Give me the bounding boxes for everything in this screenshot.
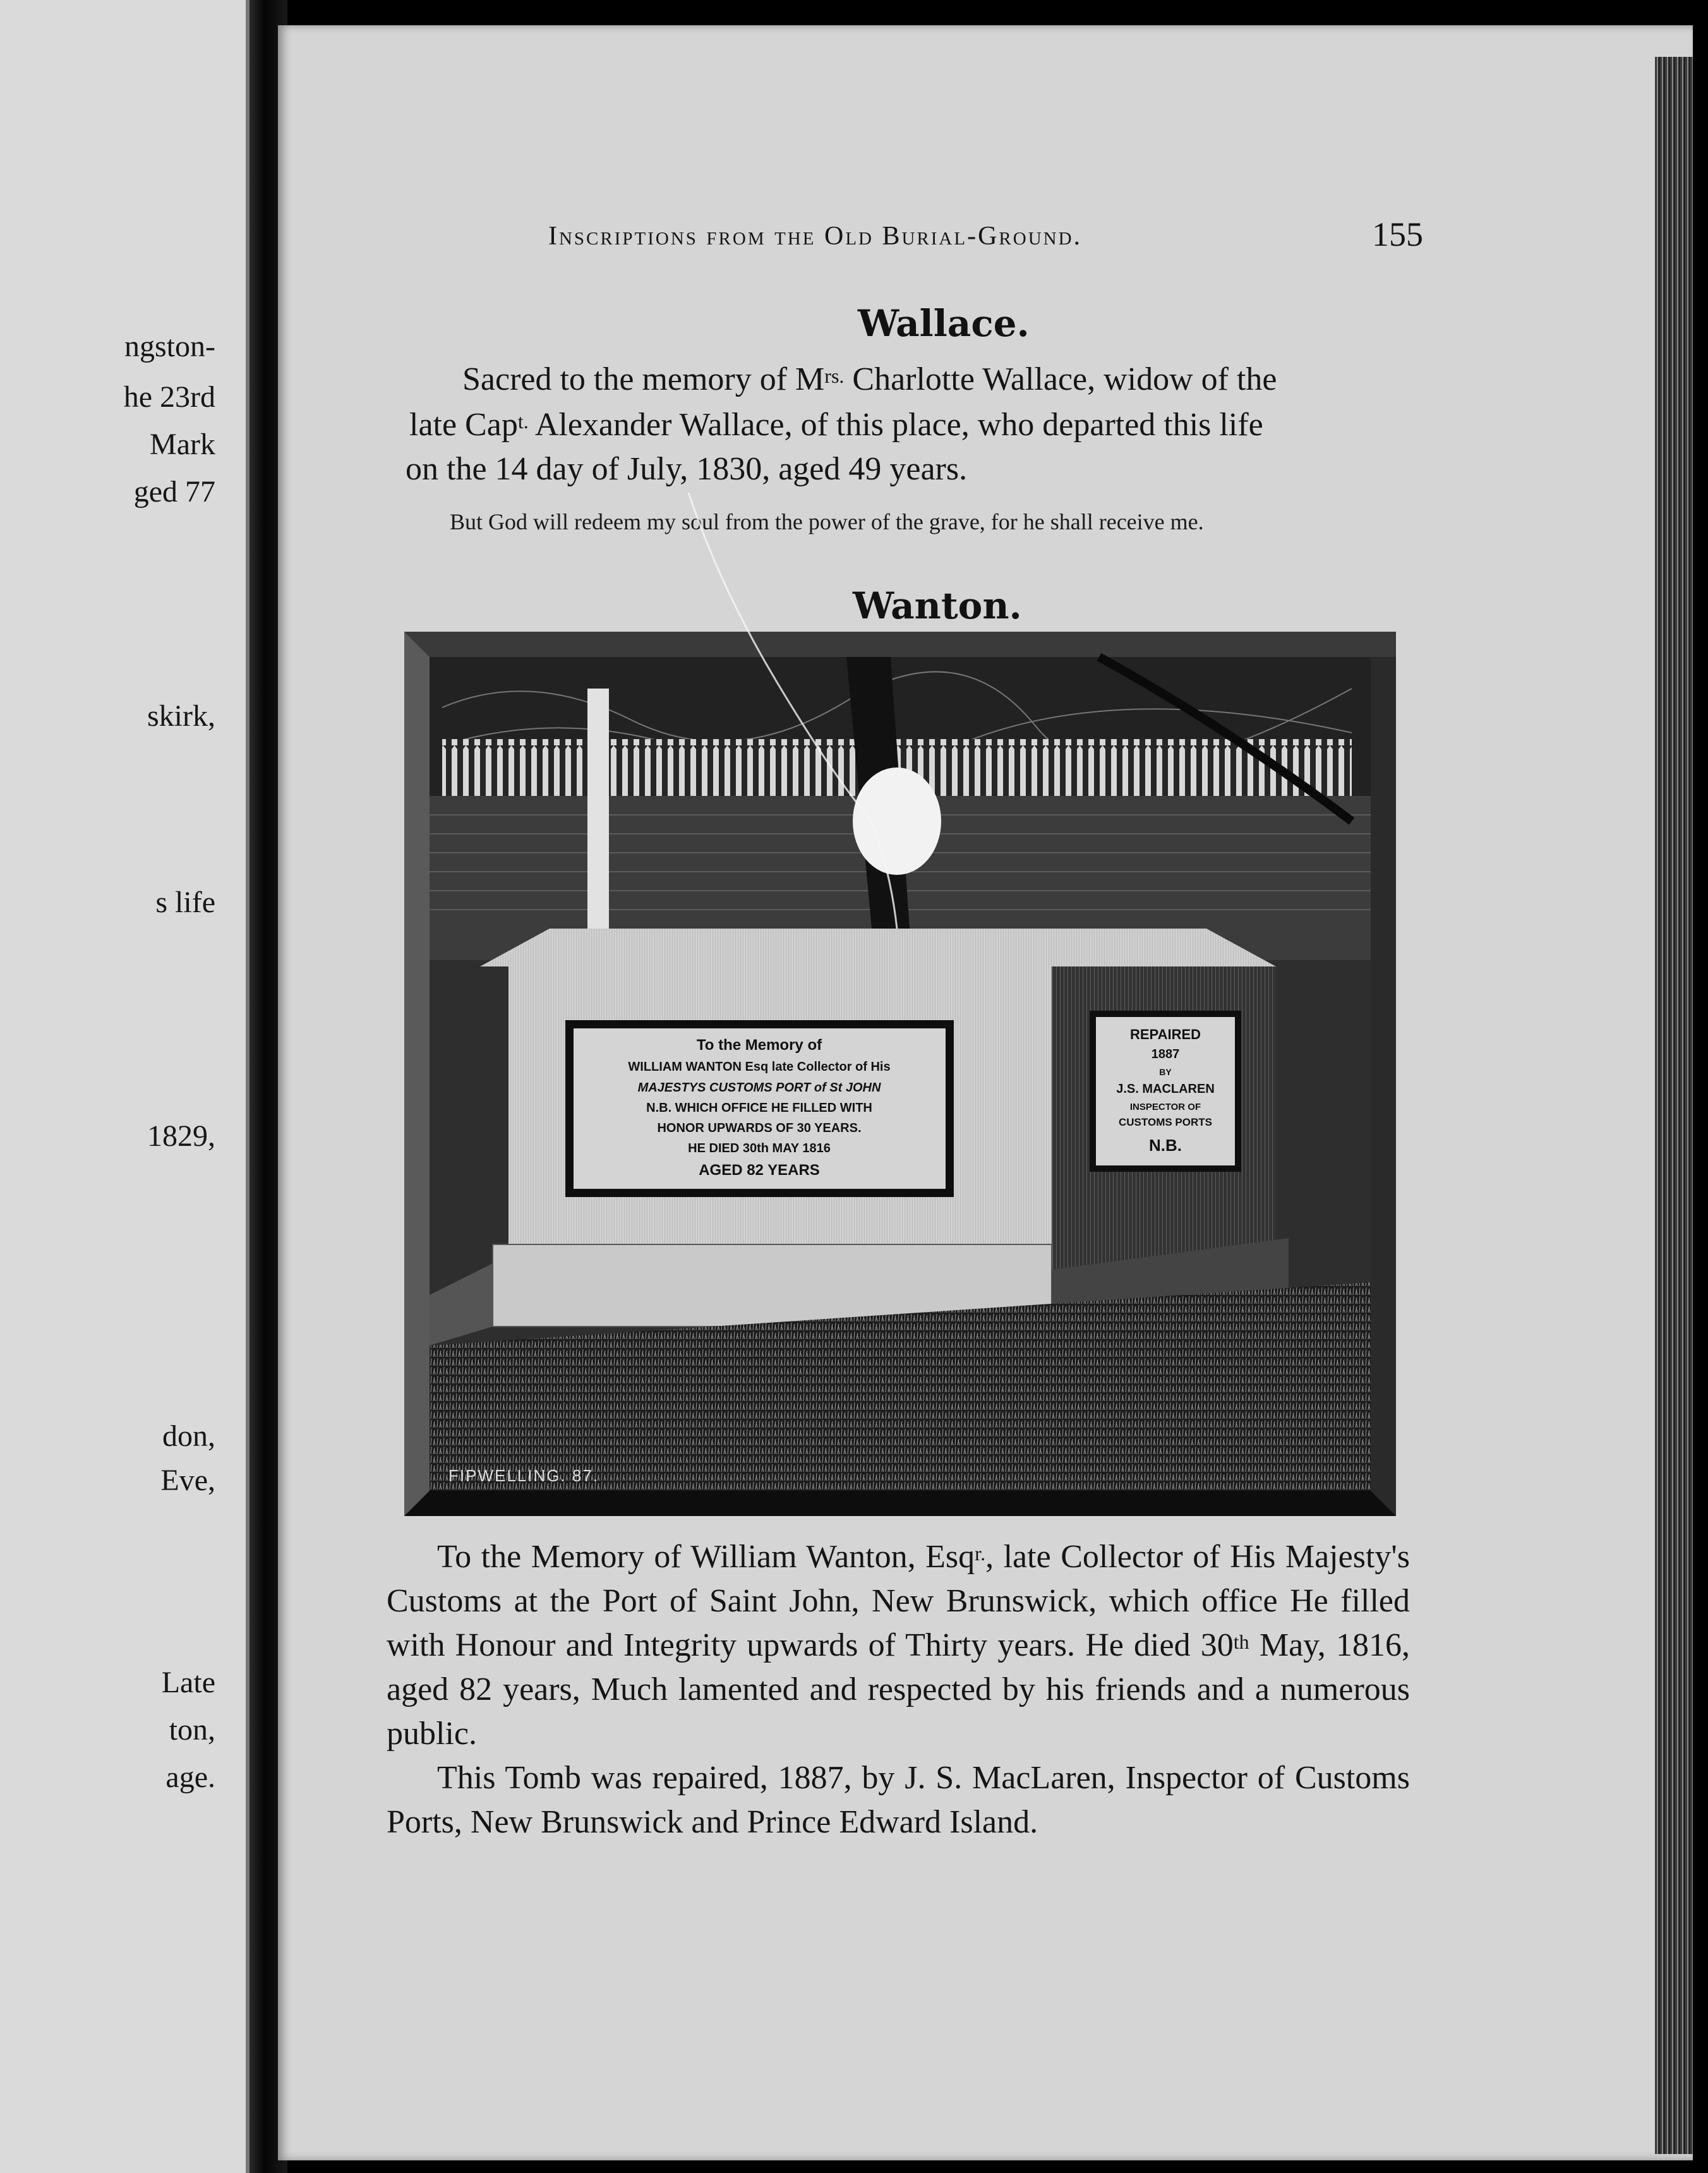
wallace-inscription-line2	[409, 403, 1429, 447]
left-page-line: ngston-	[124, 330, 215, 363]
left-facing-page	[0, 0, 250, 2173]
left-page-line: age.	[165, 1761, 215, 1794]
page-number: 155	[1372, 215, 1423, 253]
front-panel-line: HONOR UPWARDS OF 30 YEARS.	[657, 1121, 862, 1135]
left-page-line: skirk,	[147, 699, 215, 733]
wanton-para1-c: May, 1816, aged 82 years, Much lamented and respected by his friends and a numerous public.	[387, 1627, 1410, 1752]
left-page-line: he 23rd	[123, 380, 215, 414]
side-panel-line: N.B.	[1149, 1136, 1182, 1155]
running-title: Inscriptions from the Old Burial-Ground.	[548, 222, 1083, 251]
page-edges	[1655, 57, 1693, 2154]
front-panel-line: HE DIED 30th MAY 1816	[688, 1141, 831, 1155]
wallace-inscription	[406, 358, 1429, 402]
front-panel-line: AGED 82 YEARS	[699, 1162, 820, 1179]
wallace-epitaph: But God will redeem my soul from the power of the grave, for he shall receive me.	[450, 509, 1204, 534]
side-panel-line: J.S. MACLAREN	[1116, 1082, 1215, 1096]
left-page-line: Eve,	[160, 1464, 215, 1497]
left-page-line: ged 77	[133, 475, 215, 509]
wanton-para1-a: To the Memory of William Wanton, Esq	[437, 1539, 975, 1575]
front-panel-line: WILLIAM WANTON Esq late Collector of His	[628, 1060, 891, 1074]
wanton-para2: This Tomb was repaired, 1887, by J. S. MacLaren, Inspector of Customs Ports, New Brunswick and Prince Edward Island.	[387, 1760, 1410, 1840]
tomb-engraving-svg	[404, 632, 1396, 1516]
left-page-line: ton,	[169, 1713, 215, 1747]
front-panel-line: MAJESTYS CUSTOMS PORT of St JOHN	[637, 1081, 881, 1095]
left-page-line: 1829,	[147, 1119, 215, 1153]
wallace-line1-sup: rs.	[824, 364, 845, 387]
wallace-inscription-line3: on the 14 day of July, 1830, aged 49 years.	[406, 451, 968, 487]
tomb-engraving	[404, 632, 1396, 1516]
side-panel-line: REPAIRED	[1129, 1026, 1201, 1042]
wallace-title: Wallace.	[858, 302, 1030, 345]
left-page-line: s life	[155, 886, 215, 919]
wanton-para1-sup-b: th	[1233, 1630, 1249, 1653]
engraver-signature: FIPWELLING. 87.	[448, 1466, 599, 1485]
side-panel-line: CUSTOMS PORTS	[1119, 1116, 1212, 1128]
wallace-line2-sup: t.	[517, 410, 529, 433]
wallace-line2-a: late Cap	[409, 407, 518, 443]
left-page-line: don,	[162, 1419, 215, 1453]
side-panel-line: 1887	[1151, 1047, 1180, 1061]
wanton-inscription	[387, 1535, 1410, 1845]
wallace-line1-b: Charlotte Wallace, widow of the	[844, 361, 1277, 397]
wanton-para1-b: , late Collector of His Majesty's Customs at the Port of Saint John, New Brunswick, which office He filled with Honour and Integrity upwards of Thirty years. He died 30	[387, 1539, 1410, 1663]
left-page-line: Mark	[150, 428, 215, 461]
front-panel-line: To the Memory of	[696, 1037, 822, 1054]
tomb-lid	[480, 929, 1276, 966]
wanton-title: Wanton.	[853, 584, 1022, 627]
wanton-para1-sup-a: r.	[975, 1542, 986, 1565]
left-page-line: Late	[161, 1666, 215, 1699]
side-panel-line: BY	[1159, 1067, 1172, 1077]
wallace-line2-b: Alexander Wallace, of this place, who departed this life	[528, 407, 1263, 443]
paper-damage	[853, 767, 941, 875]
front-panel-line: N.B. WHICH OFFICE HE FILLED WITH	[646, 1101, 872, 1115]
birch-tree	[587, 689, 609, 954]
side-panel-line: INSPECTOR OF	[1129, 1102, 1201, 1112]
wallace-line1-a: Sacred to the memory of M	[462, 361, 825, 397]
